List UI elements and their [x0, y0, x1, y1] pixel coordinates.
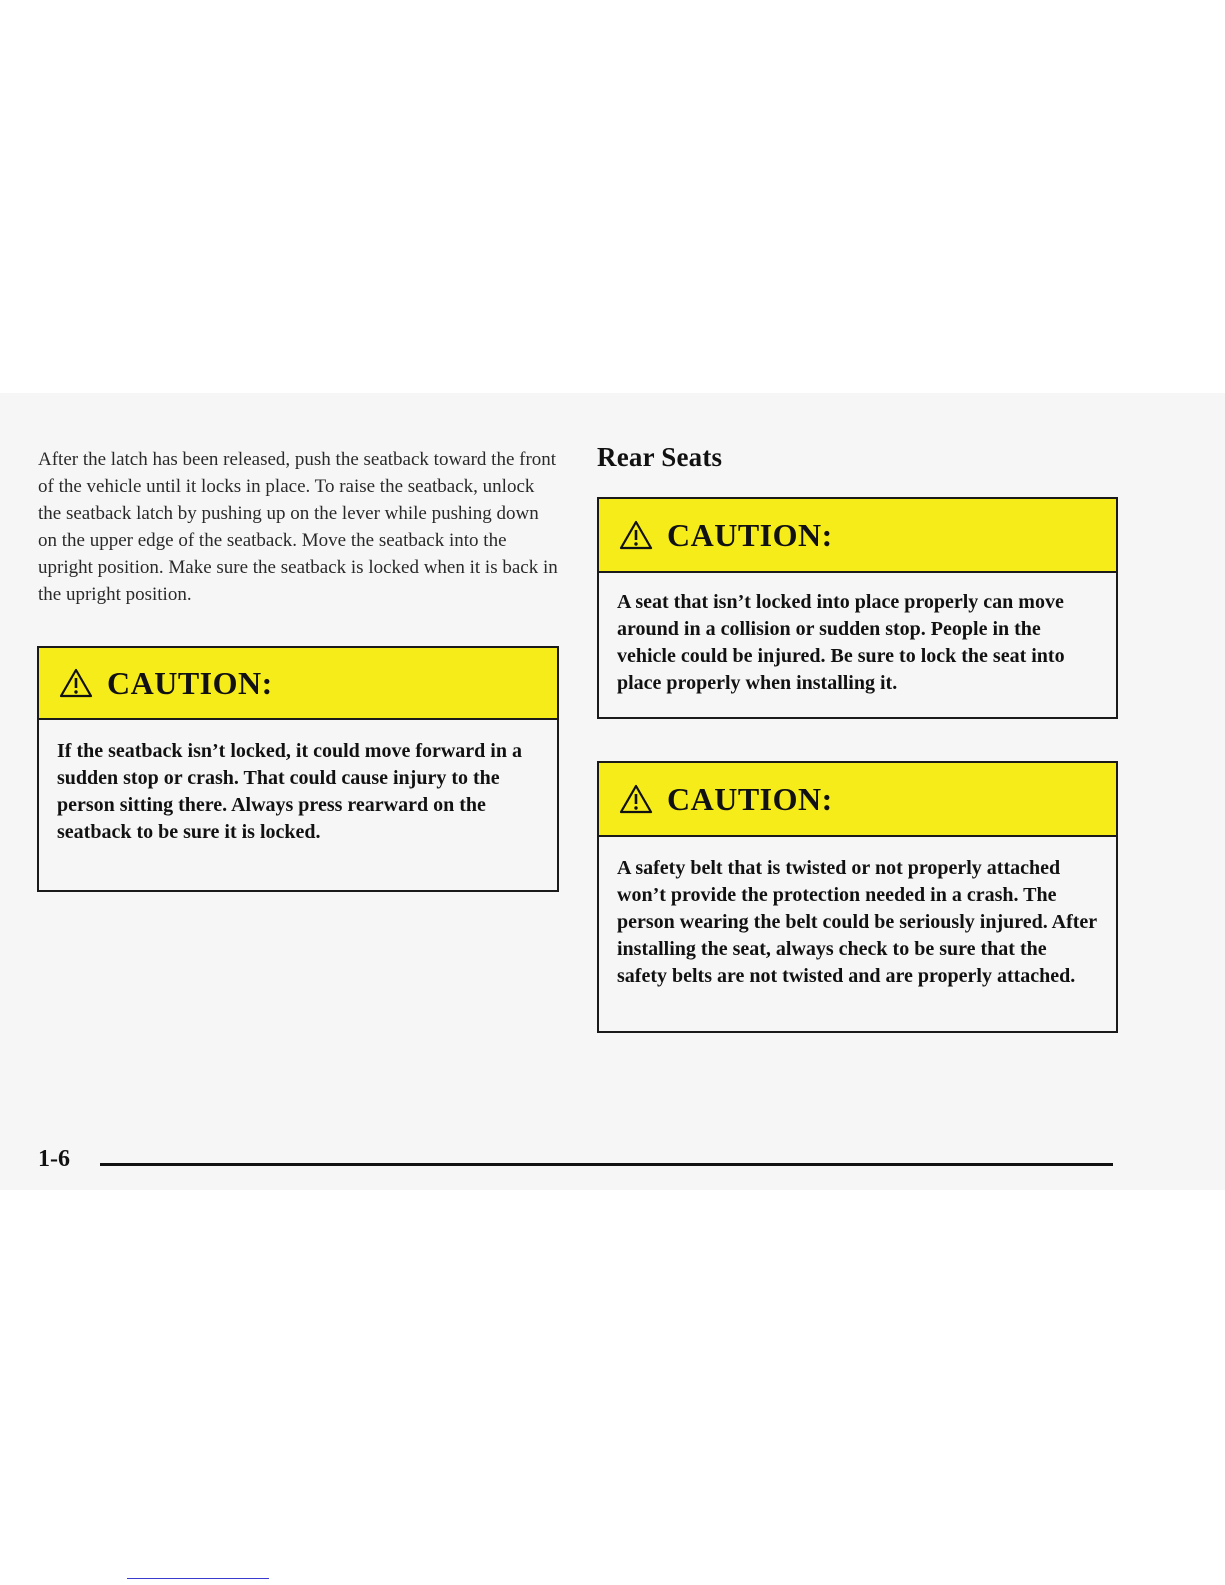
- warning-triangle-icon: [619, 784, 653, 814]
- caution-header: [599, 763, 1116, 837]
- caution-header: [599, 499, 1116, 573]
- caution-box-seat-lock: [597, 497, 1118, 719]
- footer-rule: [100, 1163, 1113, 1166]
- warning-triangle-icon: [619, 520, 653, 550]
- section-heading-rear-seats: Rear Seats: [597, 442, 723, 472]
- link-underline[interactable]: [127, 1578, 269, 1579]
- caution-header: [39, 648, 557, 720]
- caution-label: CAUTION:: [107, 664, 273, 701]
- caution-label: CAUTION:: [667, 780, 833, 817]
- caution-text: A safety belt that is twisted or not properly attached won’t provide the protection needed in a crash. The person wearing the belt could be seriously injured. After installing the seat, always check to be sure that the safety belts are not twisted and are properly attached.: [617, 857, 1097, 987]
- caution-text: A seat that isn’t locked into place properly can move around in a collision or sudden stop. People in the vehicle could be injured. Be sure to lock the seat into place properly when installing it.: [617, 591, 1065, 694]
- page-number: 1-6: [38, 1146, 70, 1172]
- intro-paragraph: After the latch has been released, push the seatback toward the front of the vehicle until it locks in place. To raise the seatback, unlock the seatback latch by pushing up on the lever while pushing down on the upper edge of the seatback. Move the seatback into the upright position. Make sure the seatback is locked when it is back in the upright position.: [38, 449, 558, 605]
- caution-label: CAUTION:: [667, 516, 833, 553]
- caution-box-seatback: [37, 646, 559, 892]
- caution-box-safety-belt: [597, 761, 1118, 1033]
- caution-text: If the seatback isn’t locked, it could move forward in a sudden stop or crash. That could cause injury to the person sitting there. Always press rearward on the seatback to be sure it is locked.: [57, 740, 522, 843]
- warning-triangle-icon: [59, 668, 93, 698]
